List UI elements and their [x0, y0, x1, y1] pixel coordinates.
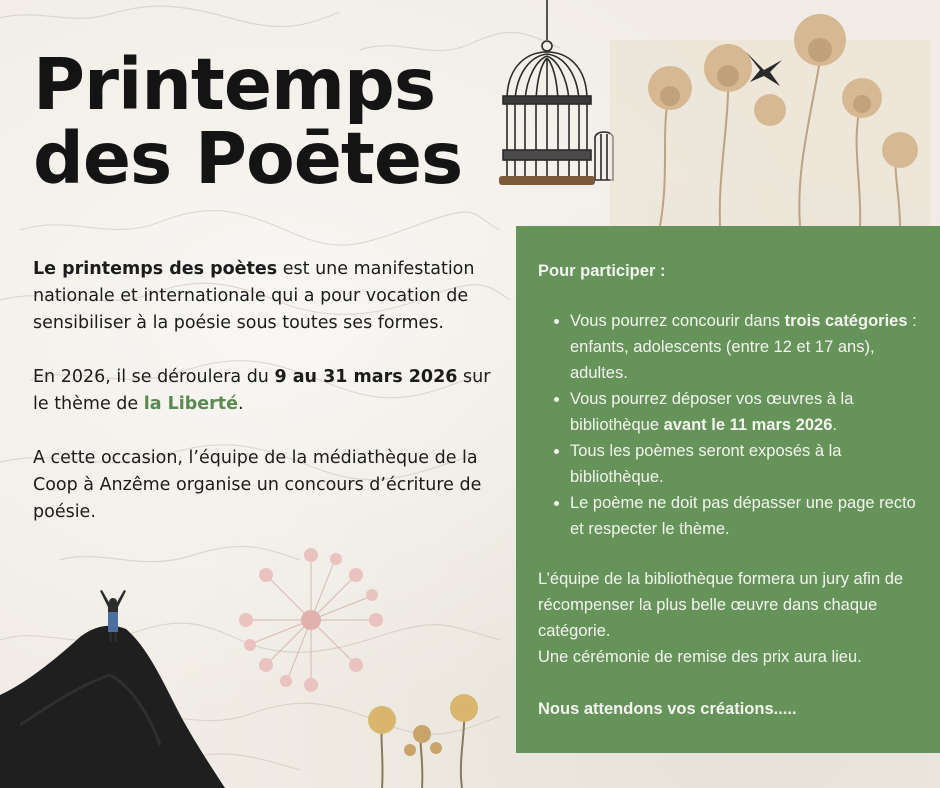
rules-list — [538, 308, 928, 542]
intro-bold: Le printemps des poètes — [33, 259, 278, 279]
closing-text: Nous attendons vos créations..... — [538, 700, 797, 718]
rule-item — [570, 438, 928, 490]
bird-icon — [740, 42, 790, 92]
rule-text: Vous pourrez déposer vos œuvres à la bibliothèque — [570, 390, 854, 434]
rule-text: Le poème ne doit pas dépasser une page recto et respecter le thème. — [570, 494, 916, 538]
dried-flowers — [600, 0, 940, 226]
intro-text-1: est une manifestation nationale et internationale qui a pour vocation de sensibiliser à la poésie sous toutes ses formes. — [33, 259, 475, 333]
intro-paragraph-2 — [33, 364, 503, 418]
panel-heading: Pour participer : — [538, 262, 666, 280]
intro-text-2a: En 2026, il se déroulera du — [33, 367, 275, 387]
rule-text: . — [832, 416, 837, 434]
event-dates: 9 au 31 mars 2026 — [274, 367, 458, 387]
intro-text — [33, 256, 503, 553]
rule-text: Vous pourrez concourir dans — [570, 312, 785, 330]
rule-item — [570, 386, 928, 438]
title-line-2: des Poētes — [33, 117, 463, 200]
rule-bold: avant le 11 mars 2026 — [663, 416, 833, 434]
participation-panel — [516, 226, 940, 753]
rule-text: : enfants, adolescents (entre 12 et 17 ans), adultes. — [570, 312, 917, 382]
event-theme: la Liberté — [143, 394, 239, 414]
rule-bold: trois catégories — [784, 312, 908, 330]
jury-text: L’équipe de la bibliothèque formera un jury afin de récompenser la plus belle œuvre dans chaque catégorie. — [538, 570, 904, 640]
intro-text-2b: sur le thème de — [33, 367, 491, 414]
title-line-1: Printemps — [33, 43, 436, 126]
dried-flowers-bottom — [352, 690, 492, 788]
page-title — [33, 43, 463, 200]
rule-item — [570, 490, 928, 542]
panel-content — [538, 258, 928, 722]
rule-text: Tous les poèmes seront exposés à la bibliothèque. — [570, 442, 842, 486]
intro-paragraph-1 — [33, 256, 503, 337]
dandelion-flower — [236, 545, 386, 695]
intro-paragraph-3: A cette occasion, l’équipe de la médiathèque de la Coop à Anzême organise un concours d’écriture de poésie. — [33, 448, 482, 522]
person-arms-raised — [98, 588, 128, 644]
rule-item — [570, 308, 928, 386]
intro-text-2c: . — [238, 394, 244, 414]
ceremony-text: Une cérémonie de remise des prix aura lieu. — [538, 648, 862, 666]
